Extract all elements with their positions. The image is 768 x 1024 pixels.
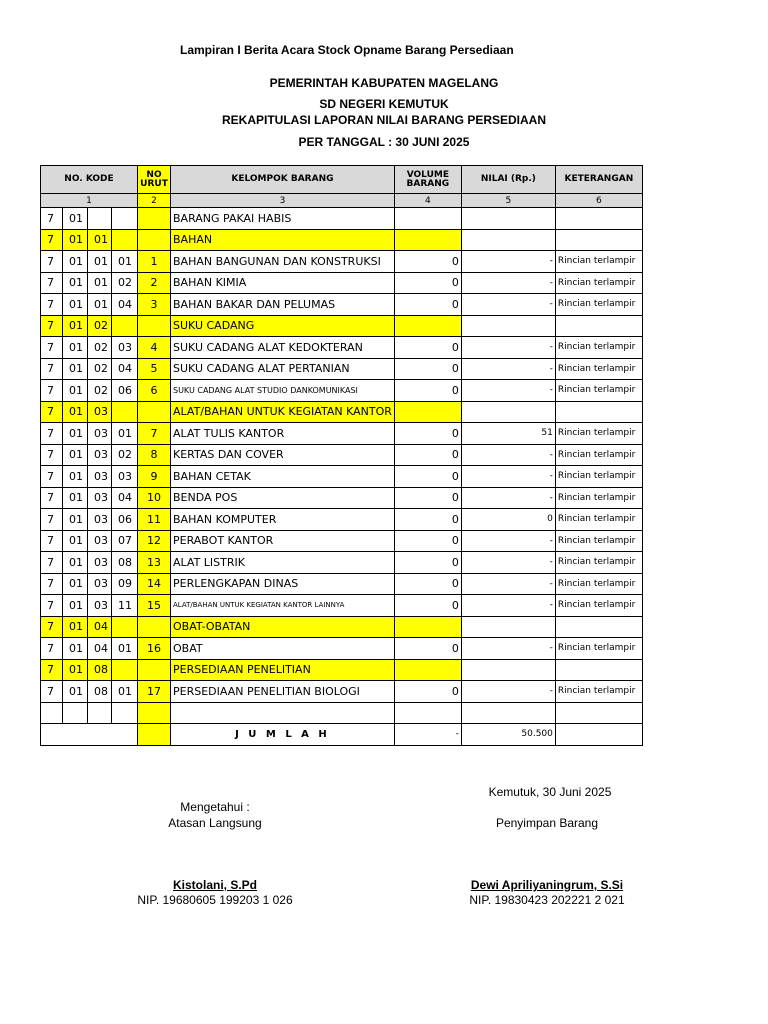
code-cell: 08 [112, 552, 138, 574]
urut-cell [138, 616, 171, 638]
keterangan-cell: Rincian terlampir [555, 380, 642, 402]
nilai-cell: - [461, 466, 555, 488]
item-row [41, 681, 643, 703]
item-row [41, 702, 643, 724]
item-row [41, 466, 643, 488]
right-signatory-nip: NIP. 19830423 202221 2 021 [469, 893, 625, 907]
volume-cell [394, 229, 461, 251]
nilai-cell: - [461, 251, 555, 273]
report-date: PER TANGGAL : 30 JUNI 2025 [298, 135, 470, 149]
item-row [41, 294, 643, 316]
urut-cell [138, 229, 171, 251]
volume-cell: 0 [394, 573, 461, 595]
col-number: 5 [461, 194, 555, 208]
urut-cell: 4 [138, 337, 171, 359]
urut-cell [138, 659, 171, 681]
volume-cell: 0 [394, 466, 461, 488]
code-cell: 7 [41, 444, 63, 466]
keterangan-cell: Rincian terlampir [555, 337, 642, 359]
volume-cell: 0 [394, 681, 461, 703]
keterangan-cell [555, 315, 642, 337]
kelompok-cell: PERLENGKAPAN DINAS [171, 573, 395, 595]
col-number: 2 [138, 194, 171, 208]
code-cell: 06 [112, 380, 138, 402]
right-signatory-name: Dewi Apriliyaningrum, S.Si [470, 878, 624, 892]
urut-cell: 1 [138, 251, 171, 273]
code-cell: 01 [63, 681, 88, 703]
code-cell: 03 [88, 509, 112, 531]
code-cell: 02 [88, 337, 112, 359]
code-cell: 11 [112, 595, 138, 617]
keterangan-cell: Rincian terlampir [555, 530, 642, 552]
code-cell: 7 [41, 315, 63, 337]
government-name: PEMERINTAH KABUPATEN MAGELANG [269, 76, 499, 90]
nilai-cell: - [461, 294, 555, 316]
item-row [41, 444, 643, 466]
nilai-cell: - [461, 681, 555, 703]
nilai-cell: - [461, 272, 555, 294]
code-cell: 01 [112, 638, 138, 660]
volume-cell [394, 702, 461, 724]
keterangan-cell: Rincian terlampir [555, 272, 642, 294]
nilai-cell [461, 229, 555, 251]
nilai-cell [461, 702, 555, 724]
code-cell: 7 [41, 638, 63, 660]
kelompok-cell: KERTAS DAN COVER [171, 444, 395, 466]
code-cell: 01 [88, 251, 112, 273]
kelompok-cell: BAHAN CETAK [171, 466, 395, 488]
item-row [41, 272, 643, 294]
kelompok-cell: BAHAN [171, 229, 395, 251]
item-row [41, 552, 643, 574]
volume-cell: 0 [394, 294, 461, 316]
code-cell: 01 [63, 380, 88, 402]
urut-cell: 2 [138, 272, 171, 294]
code-cell: 08 [88, 659, 112, 681]
code-cell: 07 [112, 530, 138, 552]
col-header-volume: VOLUME BARANG [394, 166, 461, 194]
urut-cell: 3 [138, 294, 171, 316]
code-cell [112, 208, 138, 230]
keterangan-cell: Rincian terlampir [555, 294, 642, 316]
keterangan-cell [555, 659, 642, 681]
code-cell: 7 [41, 659, 63, 681]
code-cell: 7 [41, 272, 63, 294]
code-cell: 7 [41, 530, 63, 552]
urut-cell: 7 [138, 423, 171, 445]
code-cell: 01 [63, 444, 88, 466]
code-cell: 7 [41, 466, 63, 488]
code-cell: 04 [112, 358, 138, 380]
code-cell: 04 [88, 638, 112, 660]
item-row [41, 530, 643, 552]
volume-cell: 0 [394, 251, 461, 273]
volume-cell: 0 [394, 595, 461, 617]
keterangan-cell: Rincian terlampir [555, 638, 642, 660]
nilai-cell: - [461, 638, 555, 660]
code-cell: 7 [41, 229, 63, 251]
code-cell: 01 [63, 659, 88, 681]
kelompok-cell: PERABOT KANTOR [171, 530, 395, 552]
code-cell: 01 [63, 487, 88, 509]
code-cell: 01 [63, 509, 88, 531]
code-cell: 01 [112, 681, 138, 703]
keterangan-cell: Rincian terlampir [555, 251, 642, 273]
total-keterangan [555, 724, 642, 746]
kelompok-cell: PERSEDIAAN PENELITIAN BIOLOGI [171, 681, 395, 703]
code-cell: 7 [41, 573, 63, 595]
col-number: 6 [555, 194, 642, 208]
nilai-cell: - [461, 552, 555, 574]
code-cell: 01 [63, 251, 88, 273]
keterangan-cell: Rincian terlampir [555, 444, 642, 466]
group-row [41, 229, 643, 251]
group-row [41, 401, 643, 423]
col-header-kelompok: KELOMPOK BARANG [171, 166, 395, 194]
code-cell: 01 [88, 294, 112, 316]
code-cell: 7 [41, 595, 63, 617]
code-cell: 7 [41, 337, 63, 359]
kelompok-cell: PERSEDIAAN PENELITIAN [171, 659, 395, 681]
code-cell [112, 616, 138, 638]
code-cell: 03 [88, 466, 112, 488]
code-cell: 01 [63, 208, 88, 230]
recap-table [40, 165, 643, 746]
code-cell: 04 [112, 294, 138, 316]
code-cell: 7 [41, 681, 63, 703]
right-caption: Penyimpan Barang [495, 816, 599, 830]
code-cell: 01 [63, 638, 88, 660]
report-title: REKAPITULASI LAPORAN NILAI BARANG PERSEDIAAN [221, 113, 546, 127]
item-row [41, 573, 643, 595]
left-caption-1: Mengetahui : [180, 800, 250, 814]
code-cell [112, 702, 138, 724]
urut-cell: 14 [138, 573, 171, 595]
keterangan-cell: Rincian terlampir [555, 466, 642, 488]
nilai-cell: - [461, 444, 555, 466]
col-number: 4 [394, 194, 461, 208]
kelompok-cell: SUKU CADANG ALAT KEDOKTERAN [171, 337, 395, 359]
urut-cell: 12 [138, 530, 171, 552]
item-row [41, 638, 643, 660]
keterangan-cell: Rincian terlampir [555, 487, 642, 509]
code-cell: 7 [41, 487, 63, 509]
attachment-title: Lampiran I Berita Acara Stock Opname Barang Persediaan [180, 43, 514, 57]
volume-cell [394, 208, 461, 230]
volume-cell: 0 [394, 638, 461, 660]
code-cell: 03 [88, 595, 112, 617]
total-nilai: 50.500 [461, 724, 555, 746]
nilai-cell [461, 315, 555, 337]
place-date: Kemutuk, 30 Juni 2025 [488, 785, 612, 799]
keterangan-cell: Rincian terlampir [555, 573, 642, 595]
keterangan-cell [555, 616, 642, 638]
nilai-cell: - [461, 487, 555, 509]
volume-cell: 0 [394, 509, 461, 531]
code-cell: 03 [88, 444, 112, 466]
code-cell: 7 [41, 423, 63, 445]
code-cell [112, 229, 138, 251]
kelompok-cell: OBAT-OBATAN [171, 616, 395, 638]
code-cell: 7 [41, 380, 63, 402]
code-cell: 01 [88, 229, 112, 251]
kelompok-cell: BAHAN KIMIA [171, 272, 395, 294]
code-cell: 7 [41, 208, 63, 230]
code-cell: 7 [41, 401, 63, 423]
volume-cell: 0 [394, 552, 461, 574]
left-signatory-nip: NIP. 19680605 199203 1 026 [137, 893, 293, 907]
kelompok-cell: BAHAN BANGUNAN DAN KONSTRUKSI [171, 251, 395, 273]
keterangan-cell: Rincian terlampir [555, 552, 642, 574]
code-cell: 01 [63, 466, 88, 488]
code-cell: 04 [112, 487, 138, 509]
urut-cell: 11 [138, 509, 171, 531]
item-row [41, 251, 643, 273]
volume-cell: 0 [394, 272, 461, 294]
urut-cell [138, 208, 171, 230]
kelompok-cell: BAHAN BAKAR DAN PELUMAS [171, 294, 395, 316]
code-cell: 7 [41, 358, 63, 380]
nilai-cell: - [461, 595, 555, 617]
keterangan-cell: Rincian terlampir [555, 595, 642, 617]
group-row [41, 616, 643, 638]
item-row [41, 208, 643, 230]
item-row [41, 487, 643, 509]
code-cell [88, 208, 112, 230]
code-cell: 01 [63, 573, 88, 595]
item-row [41, 337, 643, 359]
code-cell: 01 [63, 595, 88, 617]
group-row [41, 315, 643, 337]
code-cell: 03 [88, 552, 112, 574]
nilai-cell: - [461, 337, 555, 359]
volume-cell [394, 315, 461, 337]
nilai-cell: 51 [461, 423, 555, 445]
code-cell [41, 702, 63, 724]
total-label: J U M L A H [171, 724, 395, 746]
kelompok-cell: BARANG PAKAI HABIS [171, 208, 395, 230]
item-row [41, 358, 643, 380]
code-cell: 7 [41, 616, 63, 638]
urut-cell [138, 315, 171, 337]
urut-cell: 13 [138, 552, 171, 574]
col-number: 1 [41, 194, 138, 208]
kelompok-cell [171, 702, 395, 724]
code-cell: 01 [63, 552, 88, 574]
code-cell: 01 [63, 616, 88, 638]
col-header-nilai: NILAI (Rp.) [461, 166, 555, 194]
item-row [41, 595, 643, 617]
nilai-cell [461, 659, 555, 681]
code-cell: 01 [63, 315, 88, 337]
item-row [41, 423, 643, 445]
kelompok-cell: ALAT TULIS KANTOR [171, 423, 395, 445]
item-row [41, 509, 643, 531]
nilai-cell [461, 401, 555, 423]
code-cell [112, 315, 138, 337]
nilai-cell: - [461, 380, 555, 402]
code-cell [63, 702, 88, 724]
code-cell: 04 [88, 616, 112, 638]
kelompok-cell: ALAT/BAHAN UNTUK KEGIATAN KANTOR LAINNYA [171, 595, 395, 617]
urut-cell [138, 702, 171, 724]
volume-cell [394, 659, 461, 681]
code-cell: 03 [88, 530, 112, 552]
code-cell: 7 [41, 251, 63, 273]
item-row [41, 380, 643, 402]
col-number: 3 [171, 194, 395, 208]
kelompok-cell: BENDA POS [171, 487, 395, 509]
volume-cell [394, 616, 461, 638]
code-cell: 02 [88, 380, 112, 402]
keterangan-cell: Rincian terlampir [555, 509, 642, 531]
volume-cell: 0 [394, 487, 461, 509]
code-cell: 03 [88, 423, 112, 445]
code-cell: 03 [88, 573, 112, 595]
code-cell: 03 [88, 487, 112, 509]
urut-cell: 6 [138, 380, 171, 402]
col-header-keterangan: KETERANGAN [555, 166, 642, 194]
code-cell: 02 [112, 444, 138, 466]
total-blank [41, 724, 138, 746]
code-cell: 01 [112, 251, 138, 273]
code-cell: 02 [112, 272, 138, 294]
total-urut-blank [138, 724, 171, 746]
keterangan-cell [555, 229, 642, 251]
nilai-cell: - [461, 530, 555, 552]
code-cell: 09 [112, 573, 138, 595]
code-cell: 01 [112, 423, 138, 445]
code-cell: 01 [63, 358, 88, 380]
nilai-cell [461, 616, 555, 638]
urut-cell: 17 [138, 681, 171, 703]
code-cell: 01 [88, 272, 112, 294]
kelompok-cell: ALAT LISTRIK [171, 552, 395, 574]
code-cell [112, 401, 138, 423]
urut-cell: 15 [138, 595, 171, 617]
code-cell: 01 [63, 272, 88, 294]
code-cell: 01 [63, 337, 88, 359]
kelompok-cell: SUKU CADANG ALAT STUDIO DANKOMUNIKASI [171, 380, 395, 402]
col-header-kode: NO. KODE [41, 166, 138, 194]
code-cell: 02 [88, 315, 112, 337]
urut-cell: 16 [138, 638, 171, 660]
code-cell: 7 [41, 294, 63, 316]
code-cell: 7 [41, 552, 63, 574]
total-volume: - [394, 724, 461, 746]
kelompok-cell: BAHAN KOMPUTER [171, 509, 395, 531]
total-row [41, 724, 643, 746]
code-cell [112, 659, 138, 681]
left-caption-2: Atasan Langsung [168, 816, 262, 830]
code-cell: 01 [63, 423, 88, 445]
keterangan-cell: Rincian terlampir [555, 423, 642, 445]
urut-cell: 10 [138, 487, 171, 509]
nilai-cell: 0 [461, 509, 555, 531]
keterangan-cell: Rincian terlampir [555, 681, 642, 703]
volume-cell: 0 [394, 444, 461, 466]
code-cell: 03 [112, 466, 138, 488]
volume-cell: 0 [394, 337, 461, 359]
volume-cell: 0 [394, 530, 461, 552]
code-cell: 06 [112, 509, 138, 531]
group-row [41, 659, 643, 681]
urut-cell: 5 [138, 358, 171, 380]
code-cell: 03 [112, 337, 138, 359]
kelompok-cell: OBAT [171, 638, 395, 660]
code-cell: 01 [63, 229, 88, 251]
code-cell: 01 [63, 401, 88, 423]
urut-cell: 8 [138, 444, 171, 466]
nilai-cell: - [461, 573, 555, 595]
urut-cell: 9 [138, 466, 171, 488]
kelompok-cell: SUKU CADANG ALAT PERTANIAN [171, 358, 395, 380]
urut-cell [138, 401, 171, 423]
code-cell: 02 [88, 358, 112, 380]
code-cell: 01 [63, 530, 88, 552]
code-cell: 01 [63, 294, 88, 316]
code-cell: 08 [88, 681, 112, 703]
nilai-cell: - [461, 358, 555, 380]
keterangan-cell: Rincian terlampir [555, 358, 642, 380]
table-header-row [41, 166, 643, 194]
left-signatory-name: Kistolani, S.Pd [172, 878, 257, 892]
kelompok-cell: SUKU CADANG [171, 315, 395, 337]
volume-cell [394, 401, 461, 423]
code-cell: 03 [88, 401, 112, 423]
column-number-row [41, 194, 643, 208]
keterangan-cell [555, 401, 642, 423]
volume-cell: 0 [394, 423, 461, 445]
school-name: SD NEGERI KEMUTUK [319, 97, 449, 111]
code-cell: 7 [41, 509, 63, 531]
volume-cell: 0 [394, 380, 461, 402]
keterangan-cell [555, 208, 642, 230]
code-cell [88, 702, 112, 724]
volume-cell: 0 [394, 358, 461, 380]
kelompok-cell: ALAT/BAHAN UNTUK KEGIATAN KANTOR [171, 401, 395, 423]
keterangan-cell [555, 702, 642, 724]
col-header-no-urut: NO URUT [138, 166, 171, 194]
nilai-cell [461, 208, 555, 230]
